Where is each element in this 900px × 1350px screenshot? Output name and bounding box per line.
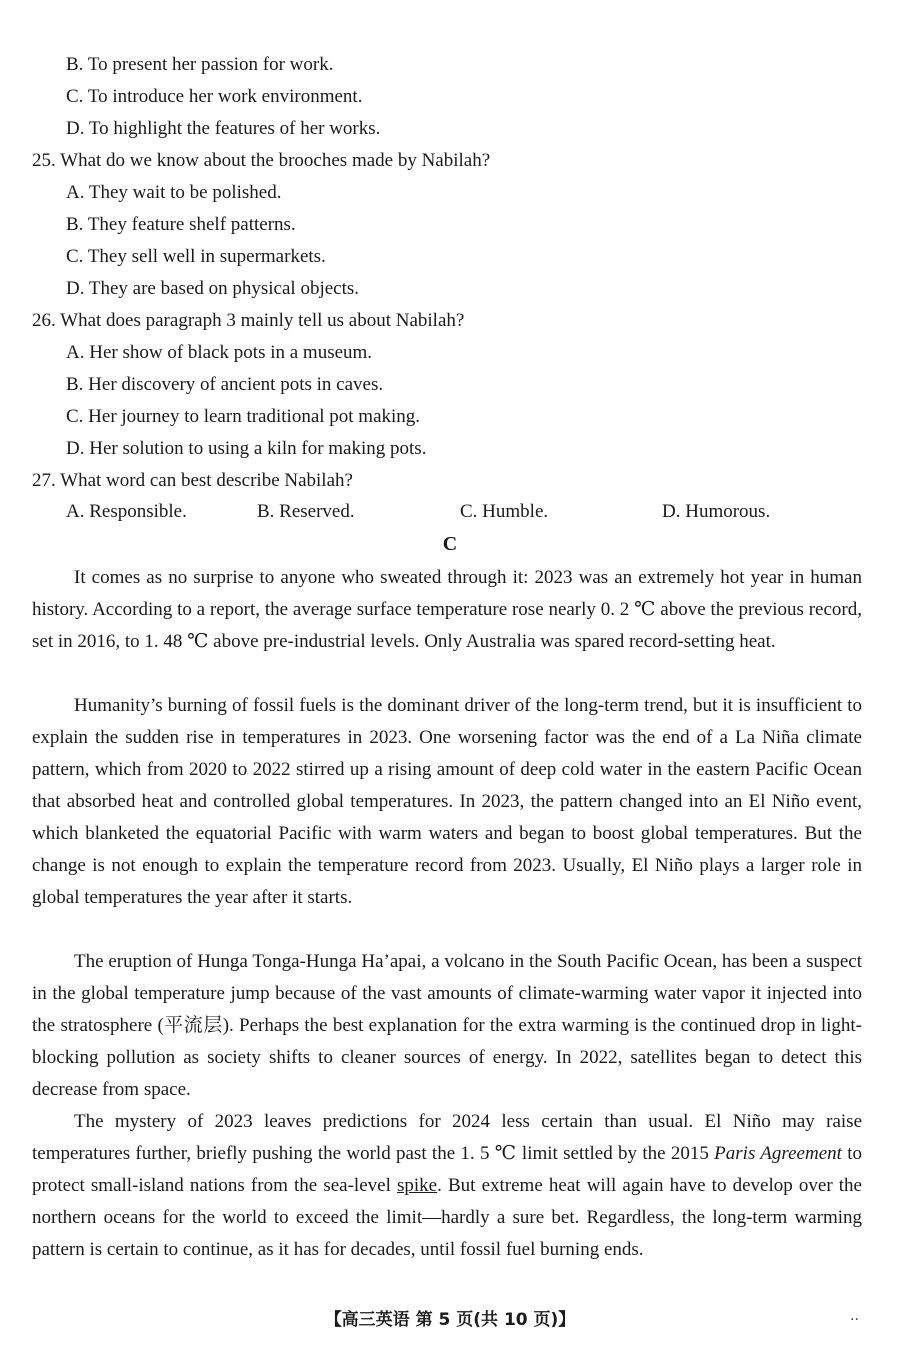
q27-option-c: C. Humble. [460, 501, 549, 522]
passage-paragraph-3: The eruption of Hunga Tonga-Hunga Ha’apai, a volcano in the South Pacific Ocean, has been a suspect in the global temperature jump because of the vast amounts of climate-warming water vapor it injected into the stratosphere (平流层). Perhaps the best explanation for the extra warming is the continued drop in light-blocking pollution as society shifts to cleaner sources of energy. In 2022, satellites began to detect this decrease from space. [32, 951, 862, 1100]
p4-text-c: . But extreme heat will again have to develop over the northern oceans for the world to exceed the limit—hardly a sure bet. Regardless, the long-term warming pattern is certain to continue, as it has for decades, until fossil fuel burning ends. [32, 1175, 862, 1260]
paris-agreement-title: Paris Agreement [714, 1143, 842, 1164]
q26-option-b: B. Her discovery of ancient pots in caves. [66, 374, 384, 395]
p4-text-a: The mystery of 2023 leaves predictions for 2024 less certain than usual. El Niño may raise temperatures further, briefly pushing the world past the 1. 5 ℃ limit settled by the 2015 [32, 1111, 862, 1164]
q27-option-b: B. Reserved. [257, 501, 355, 522]
q26-option-d: D. Her solution to using a kiln for making pots. [66, 438, 427, 459]
q25-option-c: C. They sell well in supermarkets. [66, 246, 326, 267]
passage-paragraph-1: It comes as no surprise to anyone who sweated through it: 2023 was an extremely hot year in human history. According to a report, the average surface temperature rose nearly 0. 2 ℃ above the previous record, set in 2016, to 1. 48 ℃ above pre-industrial levels. Only Australia was spared record-setting heat. [32, 567, 862, 652]
q24-option-d: D. To highlight the features of her works. [66, 118, 381, 139]
q24-option-c: C. To introduce her work environment. [66, 86, 363, 107]
passage-paragraph-4 [32, 1106, 862, 1266]
section-letter: C [442, 533, 458, 555]
corner-dots: ·· [850, 1312, 859, 1328]
q27-stem: 27. What word can best describe Nabilah? [32, 470, 353, 491]
q27-option-a: A. Responsible. [66, 501, 187, 522]
passage-paragraph-2: Humanity’s burning of fossil fuels is the dominant driver of the long-term trend, but it is insufficient to explain the sudden rise in temperatures in 2023. One worsening factor was the end of a La Niña climate pattern, which from 2020 to 2022 stirred up a rising amount of deep cold water in the eastern Pacific Ocean that absorbed heat and controlled global temperatures. In 2023, the pattern changed into an El Niño event, which blanketed the equatorial Pacific with warm waters and began to boost global temperatures. But the change is not enough to explain the temperature record from 2023. Usually, El Niño plays a larger role in global temperatures the year after it starts. [32, 695, 862, 908]
q26-option-a: A. Her show of black pots in a museum. [66, 342, 373, 363]
q25-option-d: D. They are based on physical objects. [66, 278, 360, 299]
page-footer: 【高三英语 第 5 页(共 10 页)】 [324, 1310, 576, 1330]
p4-text-b: to protect small-island nations from the sea-level [32, 1143, 862, 1196]
q27-option-d: D. Humorous. [662, 501, 771, 522]
q25-stem: 25. What do we know about the brooches made by Nabilah? [32, 150, 491, 171]
q24-option-b: B. To present her passion for work. [66, 54, 334, 75]
underlined-word-spike: spike [397, 1175, 438, 1196]
q26-stem: 26. What does paragraph 3 mainly tell us about Nabilah? [32, 310, 465, 331]
q26-option-c: C. Her journey to learn traditional pot making. [66, 406, 421, 427]
q25-option-b: B. They feature shelf patterns. [66, 214, 296, 235]
q25-option-a: A. They wait to be polished. [66, 182, 282, 203]
